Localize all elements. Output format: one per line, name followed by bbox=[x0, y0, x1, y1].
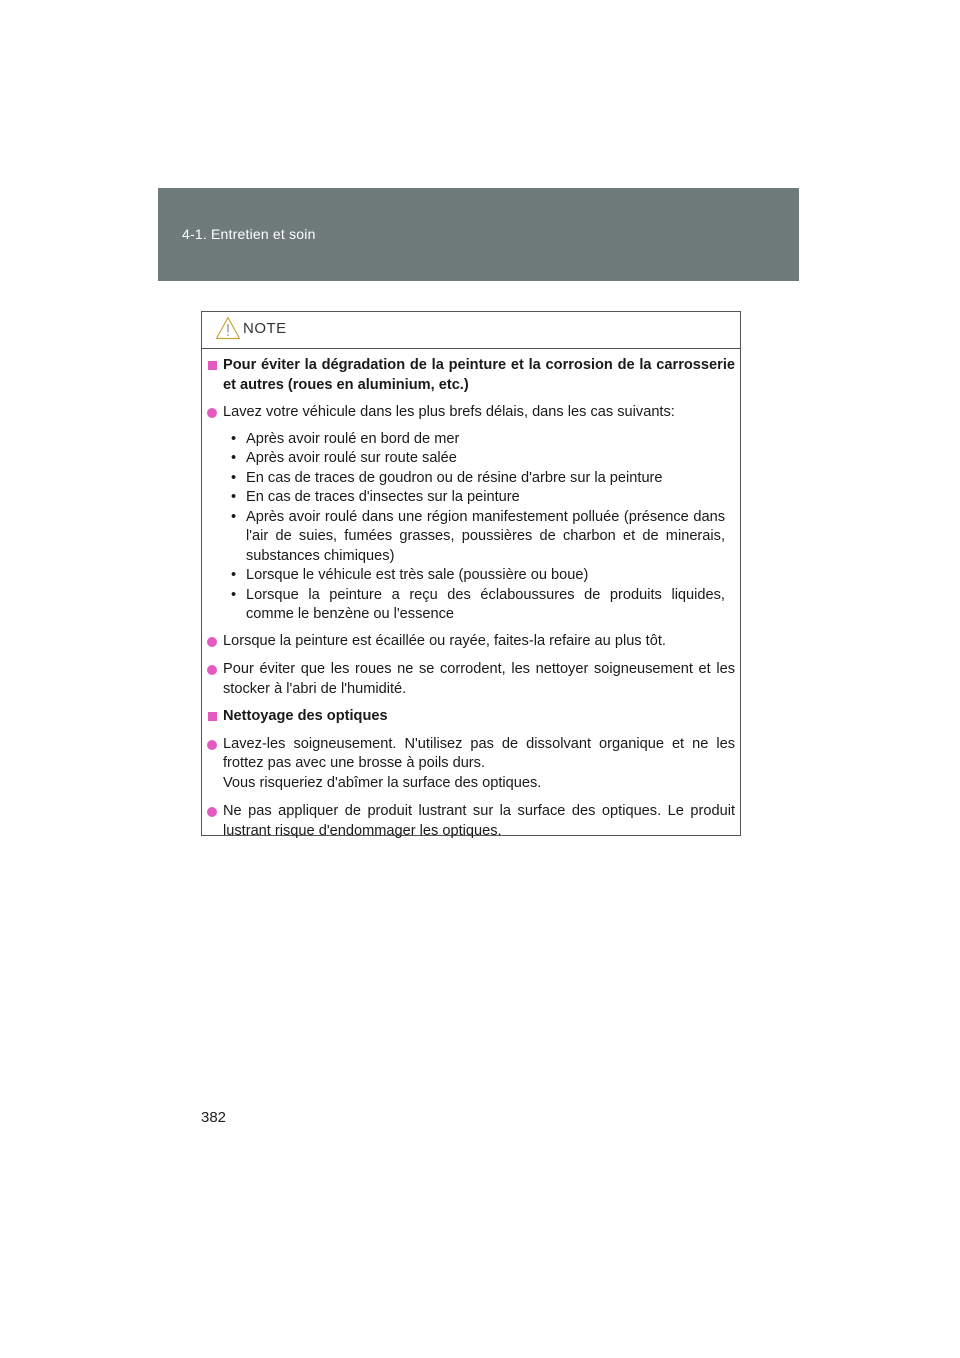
sub-bullet-item: • Lorsque le véhicule est très sale (poussière ou boue) bbox=[231, 567, 589, 583]
sub-bullet-item: • Après avoir roulé sur route salée bbox=[231, 450, 457, 466]
dot-bullet-icon bbox=[207, 408, 217, 418]
dot-bullet-icon bbox=[207, 665, 217, 675]
section-header bbox=[158, 188, 799, 281]
page-number: 382 bbox=[201, 1109, 227, 1126]
note-header bbox=[202, 312, 740, 349]
dot-bullet-icon bbox=[207, 807, 217, 817]
list-item: Lorsque la peinture est écaillée ou rayée, faites-la refaire au plus tôt. bbox=[223, 632, 735, 652]
sub-bullet-item: • En cas de traces d'insectes sur la peinture bbox=[231, 489, 520, 505]
note-title: NOTE bbox=[243, 320, 287, 337]
warning-triangle-icon bbox=[215, 316, 241, 340]
square-bullet-icon bbox=[208, 712, 217, 721]
list-item: Pour éviter que les roues ne se corrodent, les nettoyer soigneusement et les stocker à l'abri de l'humidité. bbox=[223, 660, 735, 699]
list-item: Lavez votre véhicule dans les plus brefs délais, dans les cas suivants: bbox=[223, 403, 735, 423]
list-item: Ne pas appliquer de produit lustrant sur la surface des optiques. Le produit lustrant risque d'endommager les optiques. bbox=[223, 802, 735, 841]
section-title: 4-1. Entretien et soin bbox=[182, 226, 316, 242]
list-item: Lavez-les soigneusement. N'utilisez pas de dissolvant organique et ne les frottez pas avec une brosse à poils durs. Vous risqueriez d'abîmer la surface des optiques. bbox=[223, 735, 735, 794]
sub-bullet-list bbox=[231, 430, 725, 625]
section-title-optics: Nettoyage des optiques bbox=[223, 707, 735, 727]
note-content bbox=[202, 348, 740, 841]
dot-bullet-icon bbox=[207, 637, 217, 647]
square-bullet-icon bbox=[208, 361, 217, 370]
sub-bullet-item: • Après avoir roulé dans une région manifestement polluée (présence dans l'air de suies, fumées grasses, poussières de charbon et de minerais, substances chimiques) bbox=[231, 508, 725, 564]
sub-bullet-item: • Lorsque la peinture a reçu des éclaboussures de produits liquides, comme le benzène ou l'essence bbox=[231, 586, 725, 622]
sub-bullet-item: • Après avoir roulé en bord de mer bbox=[231, 430, 460, 447]
note-box bbox=[201, 311, 741, 839]
section-title-paint: Pour éviter la dégradation de la peinture et la corrosion de la carrosserie et autres (roues en aluminium, etc.) bbox=[223, 356, 735, 395]
sub-bullet-item: • En cas de traces de goudron ou de résine d'arbre sur la peinture bbox=[231, 469, 663, 486]
dot-bullet-icon bbox=[207, 740, 217, 750]
